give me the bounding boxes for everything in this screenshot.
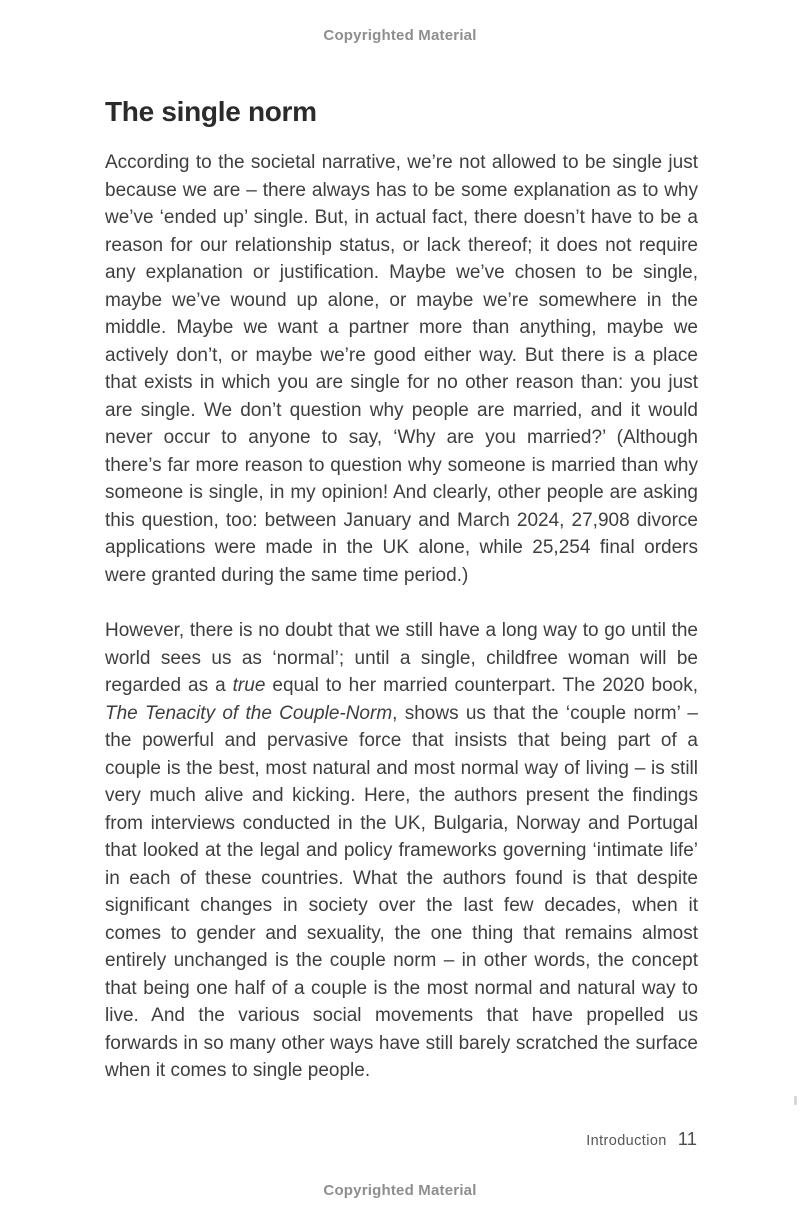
- page-content: [105, 96, 698, 1085]
- footer-section-label: Introduction: [586, 1133, 667, 1149]
- text-run: According to the societal narrative, we’re not allowed to be single just because we are – there always has to be some explanation as to why we’ve ‘ended up’ single. But, in actual fact, there doesn’t have to be a reason for our relationship status, or lack thereof; it does not require any explanation or justification. Maybe we’ve chosen to be single, maybe we’ve wound up alone, or maybe we’re somewhere in the middle. Maybe we want a partner more than anything, maybe we actively don’t, or maybe we’re good either way. But there is a place that exists in which you are single for no other reason than: you just are single. We don’t question why people are married, and it would never occur to anyone to say, ‘Why are you married?’ (Although there’s far more reason to question why someone is married than why someone is single, in my opinion! And clearly, other people are asking this question, too: between January and March 2024, 27,908 divorce applications were made in the UK alone, while 25,254 final orders were granted during the same time period.): [105, 152, 698, 586]
- body-text: [105, 149, 698, 1085]
- text-run: However, there is no doubt that we still have a long way to go until the world sees us as ‘normal’; until a single, childfree woman will be regarded as a: [105, 620, 698, 696]
- scan-artifact: [794, 1096, 797, 1105]
- copyright-watermark-bottom: Copyrighted Material: [323, 1182, 477, 1199]
- page-title: The single norm: [105, 96, 317, 127]
- page-footer: [586, 1128, 697, 1150]
- copyright-watermark-top: Copyrighted Material: [323, 27, 477, 44]
- paragraph: [105, 617, 698, 1085]
- text-run: , shows us that the ‘couple norm’ – the powerful and pervasive force that insists that being part of a couple is the best, most natural and most normal way of living – is still very much alive and kicking. Here, the authors present the findings from interviews conducted in the UK, Bulgaria, Norway and Portugal that looked at the legal and policy frameworks governing ‘intimate life’ in each of these countries. What the authors found is that despite significant changes in society over the last few decades, when it comes to gender and sexuality, the one thing that remains almost entirely unchanged is the couple norm – in other words, the concept that being one half of a couple is the most normal and natural way to live. And the various social movements that have propelled us forwards in so many other ways have still barely scratched the surface when it comes to single people.: [105, 702, 698, 1081]
- italic-text-run: true: [232, 675, 266, 696]
- text-run: equal to her married counterpart. The 2020 book,: [265, 675, 698, 696]
- paragraph: [105, 149, 698, 589]
- footer-page-number: 11: [677, 1128, 697, 1149]
- italic-text-run: The Tenacity of the Couple-Norm: [105, 702, 393, 724]
